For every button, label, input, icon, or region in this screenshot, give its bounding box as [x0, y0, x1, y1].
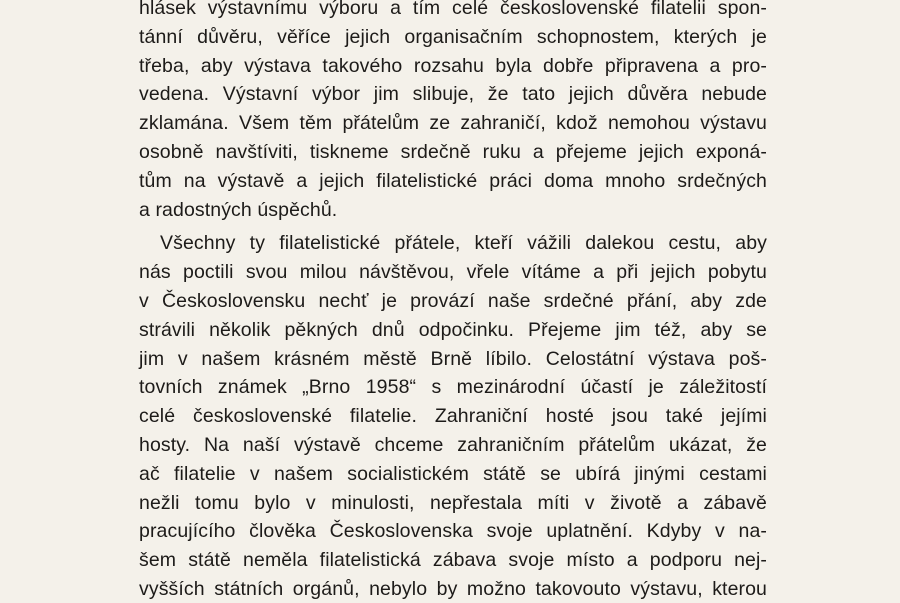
text-line: tům na výstavě a jejich filatelistické práci doma mnoho srdečných [139, 169, 767, 192]
text-line: nás poctili svou milou návštěvou, vřele vítáme a při jejich pobytu [139, 261, 767, 284]
text-line: vyšších státních orgánů, nebylo by možno takovouto výstavu, kterou [139, 578, 767, 600]
text-line: v Československu nechť je provází naše srdečné přání, aby zde [139, 290, 767, 312]
text-line: tánní důvěru, věříce jejich organisačním schopnostem, kterých je [139, 25, 767, 48]
text-line: třeba, aby výstava takového rozsahu byla dobře připravena a pro- [139, 54, 767, 77]
text-line: strávili několik pěkných dnů odpočinku. Přejeme jim též, aby se [139, 318, 767, 341]
text-line: a radostných úspěchů. [139, 198, 338, 221]
text-line: hlásek výstavnímu výboru a tím celé československé filatelii spon- [139, 0, 767, 19]
text-line: Všechny ty filatelistické přátele, kteří vážili dalekou cestu, aby [160, 232, 767, 255]
text-line: tovních známek „Brno 1958“ s mezinárodní účastí je záležitostí [139, 376, 767, 399]
text-line: vedena. Výstavní výbor jim slibuje, že tato jejich důvěra nebude [139, 83, 767, 106]
text-line: šem státě neměla filatelistická zábava svoje místo a podporu nej- [139, 549, 767, 572]
text-line: nežli tomu bylo v minulosti, nepřestala míti v životě a zábavě [139, 491, 767, 514]
text-line: celé československé filatelie. Zahraniční hosté jsou také jejími [139, 405, 767, 428]
text-line: pracujícího člověka Československa svoje uplatnění. Kdyby v na- [139, 520, 767, 543]
text-line: jim v našem krásném městě Brně líbilo. Celostátní výstava poš- [139, 347, 767, 370]
text-line: hosty. Na naší výstavě chceme zahraničním přátelům ukázat, že [139, 434, 767, 456]
text-line: osobně navštíviti, tiskneme srdečně ruku a přejeme jejich exponá- [139, 141, 767, 163]
text-line: zklamána. Všem těm přátelům ze zahraničí, kdož nemohou výstavu [139, 112, 767, 135]
text-line: ač filatelie v našem socialistickém státě se ubírá jinými cestami [139, 462, 767, 485]
